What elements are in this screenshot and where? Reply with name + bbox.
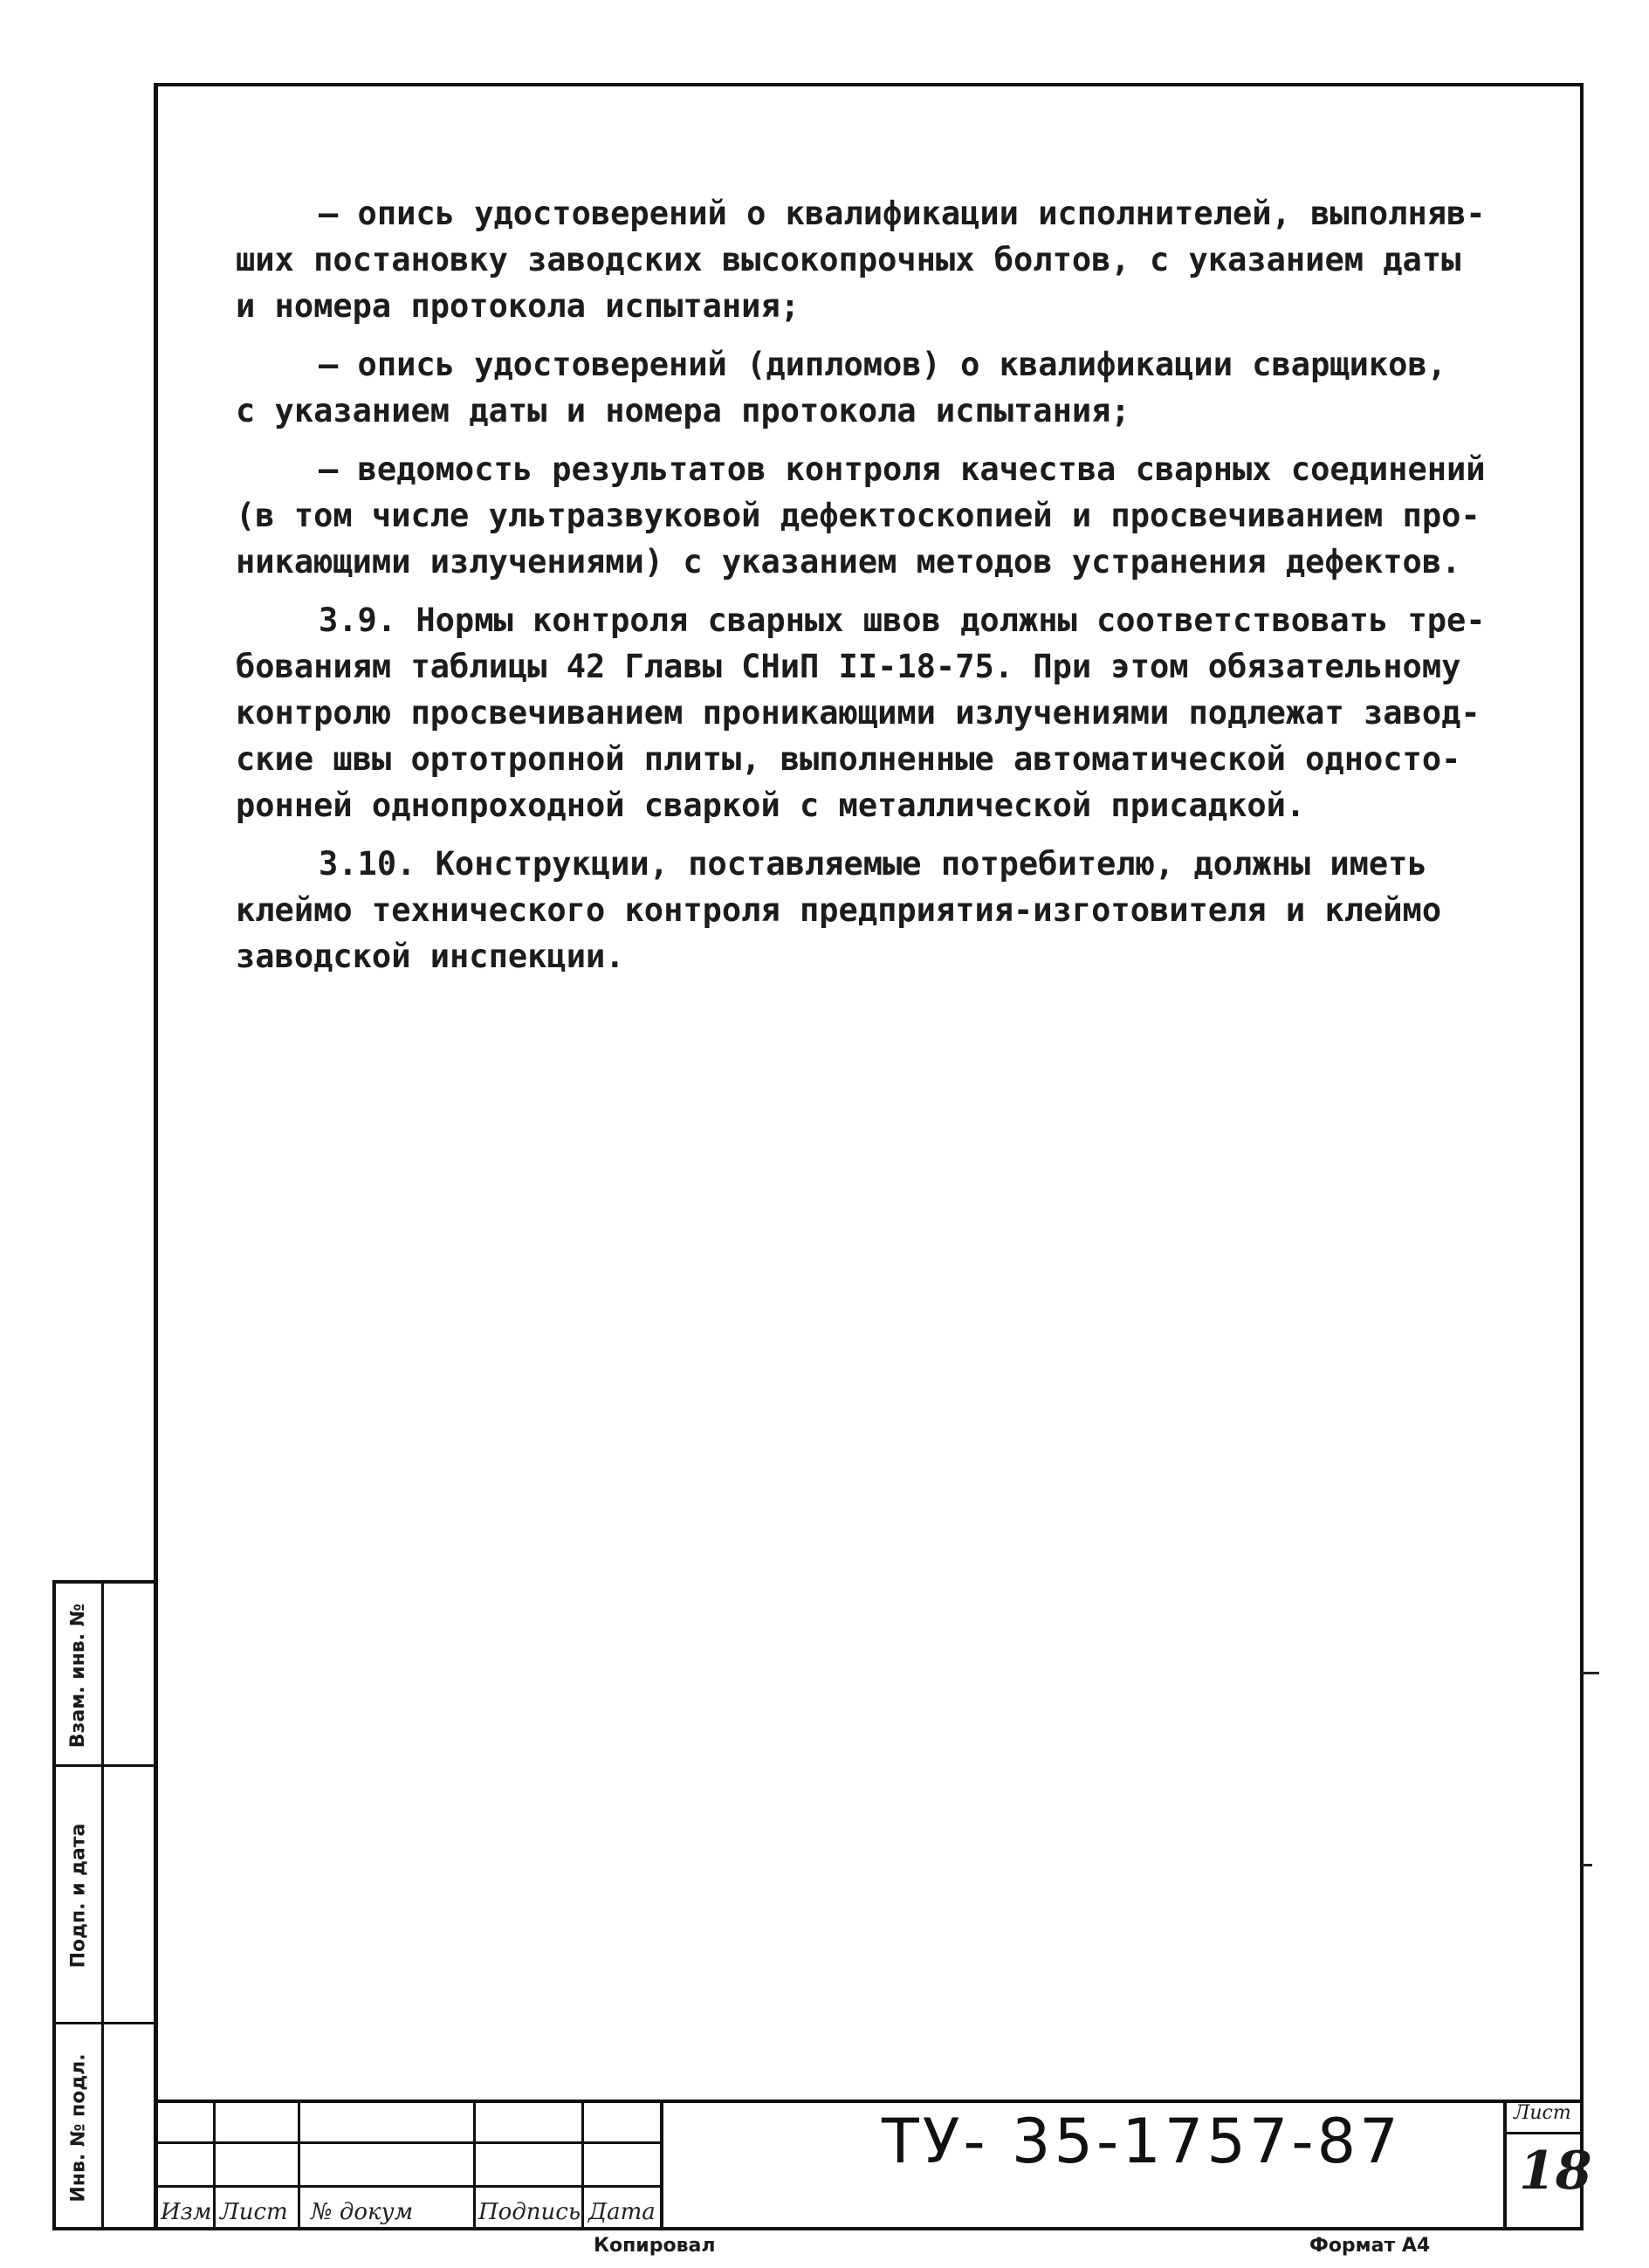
sheet-box-divider [1503, 2132, 1584, 2134]
revision-col-line [581, 2100, 584, 2230]
side-cell-replacement [56, 1584, 154, 1767]
paragraph-3-10 [236, 841, 1528, 979]
text-line: бованиям таблицы 42 Главы СНиП II-18-75. При этом обязательному [236, 648, 1461, 685]
paragraph-certificates-welders [236, 341, 1528, 434]
text-line: ших постановку заводских высокопрочных болтов, с указанием даты [236, 241, 1461, 278]
text-line: ские швы ортотропной плиты, выполненные автоматической односто- [236, 740, 1461, 778]
paragraph-certificates-bolts [236, 190, 1528, 329]
sheet-number: 18 [1519, 2141, 1592, 2202]
footer-copied-by: Копировал [594, 2235, 716, 2257]
revision-row-line [154, 2185, 660, 2188]
paragraph-3-9 [236, 597, 1528, 828]
column-caption-date: Дата [588, 2199, 656, 2225]
revision-row-line [154, 2141, 660, 2144]
document-code: ТУ- 35-1757-87 [882, 2106, 1402, 2177]
text-line: заводской инспекции. [236, 938, 625, 975]
text-line: ронней однопроходной сваркой с металлической присадкой. [236, 787, 1306, 824]
column-caption-signature: Подпись [478, 2199, 581, 2225]
text-line: – опись удостоверений (дипломов) о квалификации сварщиков, [319, 346, 1447, 383]
paragraph-weld-quality-results [236, 446, 1528, 585]
text-line: (в том числе ультразвуковой дефектоскопией и просвечиванием про- [236, 497, 1481, 534]
title-block-revision-table [154, 2100, 660, 2230]
title-block-separator [660, 2100, 663, 2230]
side-cell-signature-date [56, 1767, 154, 2024]
side-stamp-strip [52, 1580, 154, 2230]
column-caption-change: Изм [161, 2199, 212, 2225]
margin-fold-mark [1582, 1864, 1592, 1866]
text-line: контролю просвечиванием проникающими излучениями подлежат завод- [236, 694, 1481, 732]
margin-fold-mark [1582, 1672, 1599, 1674]
column-caption-doc-number: № докум [311, 2199, 414, 2225]
footer-paper-format: Формат А4 [1309, 2235, 1431, 2257]
revision-col-line [473, 2100, 476, 2230]
text-line: 3.10. Конструкции, поставляемые потребителю, должны иметь [319, 845, 1427, 883]
document-body [236, 190, 1528, 992]
text-line: с указанием даты и номера протокола испытания; [236, 392, 1130, 430]
column-caption-sheet: Лист [220, 2199, 288, 2225]
text-line: 3.9. Нормы контроля сварных швов должны соответствовать тре- [319, 601, 1486, 639]
side-label-original-inv: Инв. № подл. [67, 2052, 90, 2203]
text-line: – ведомость результатов контроля качества сварных соединений [319, 450, 1486, 488]
side-label-replacement-inv: Взам. инв. № [67, 1603, 90, 1748]
text-line: никающими излучениями) с указанием методов устранения дефектов. [236, 543, 1461, 581]
sheet-label: Лист [1514, 2102, 1571, 2124]
side-cell-original-inv [56, 2024, 154, 2230]
text-line: клеймо технического контроля предприятия-изготовителя и клеймо [236, 891, 1442, 929]
revision-col-line [298, 2100, 300, 2230]
side-label-signature-date: Подп. и дата [67, 1823, 90, 1969]
text-line: и номера протокола испытания; [236, 287, 800, 325]
text-line: – опись удостоверений о квалификации исполнителей, выполняв- [319, 195, 1486, 232]
revision-col-line [213, 2100, 216, 2230]
